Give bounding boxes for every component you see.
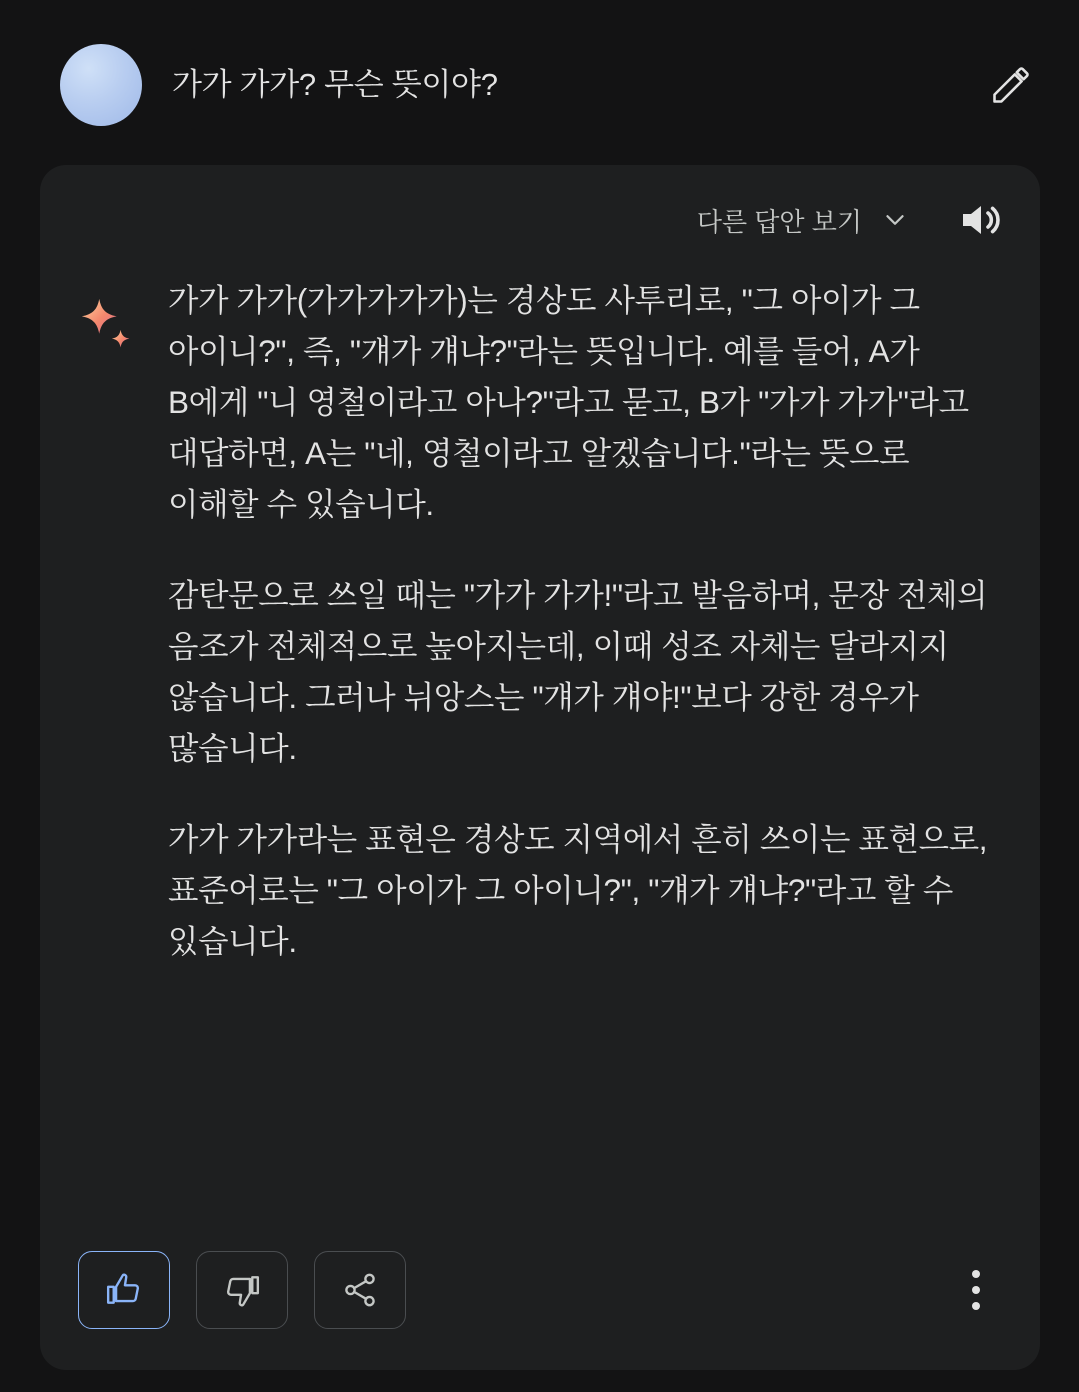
- more-options-dot: [972, 1286, 980, 1294]
- share-icon: [341, 1271, 379, 1309]
- speaker-icon: [955, 196, 1003, 244]
- read-aloud-button[interactable]: [954, 195, 1004, 245]
- response-paragraph: 가가 가가(가가가가가)는 경상도 사투리로, "그 아이가 그 아이니?", 즉, "걔가 걔냐?"라는 뜻입니다. 예를 들어, A가 B에게 "니 영철이라고 아나?"라고 묻고, B가 "가가 가가"라고 대답하면, A는 "네, 영철이라고 알겠습니다."라는 뜻으로 이해할 수 있습니다.: [168, 282, 969, 523]
- sparkle-icon: [76, 275, 146, 967]
- response-card-header: [40, 165, 1040, 275]
- chevron-down-icon: [880, 205, 910, 235]
- show-alternate-answers-button[interactable]: [697, 202, 910, 239]
- response-action-bar: [40, 1210, 1040, 1370]
- user-prompt-text: 가가 가가? 무슨 뜻이야?: [172, 66, 498, 102]
- avatar: [60, 44, 142, 126]
- more-options-dot: [972, 1302, 980, 1310]
- thumbs-down-button[interactable]: [196, 1251, 288, 1329]
- more-options-button[interactable]: [948, 1255, 1004, 1325]
- edit-prompt-button[interactable]: [983, 57, 1039, 113]
- edit-pencil-icon: [989, 63, 1033, 107]
- more-options-dot: [972, 1270, 980, 1278]
- share-button[interactable]: [314, 1251, 406, 1329]
- thumbs-up-button[interactable]: [78, 1251, 170, 1329]
- response-card: [40, 165, 1040, 1370]
- response-paragraph: 감탄문으로 쓰일 때는 "가가 가가!"라고 발음하며, 문장 전체의 음조가 전체적으로 높아지는데, 이때 성조 자체는 달라지지 않습니다. 그러나 뉘앙스는 "걔가 걔야!"보다 강한 경우가 많습니다.: [168, 577, 988, 767]
- response-paragraph: 가가 가가라는 표현은 경상도 지역에서 흔히 쓰이는 표현으로, 표준어로는 "그 아이가 그 아이니?", "걔가 걔냐?"라고 할 수 있습니다.: [168, 821, 988, 960]
- user-prompt-row: [0, 0, 1079, 140]
- thumb-up-icon: [105, 1271, 143, 1309]
- response-body: [40, 275, 1040, 967]
- thumb-down-icon: [223, 1271, 261, 1309]
- alt-answers-label: 다른 답안 보기: [696, 206, 862, 237]
- response-text: [146, 275, 1012, 967]
